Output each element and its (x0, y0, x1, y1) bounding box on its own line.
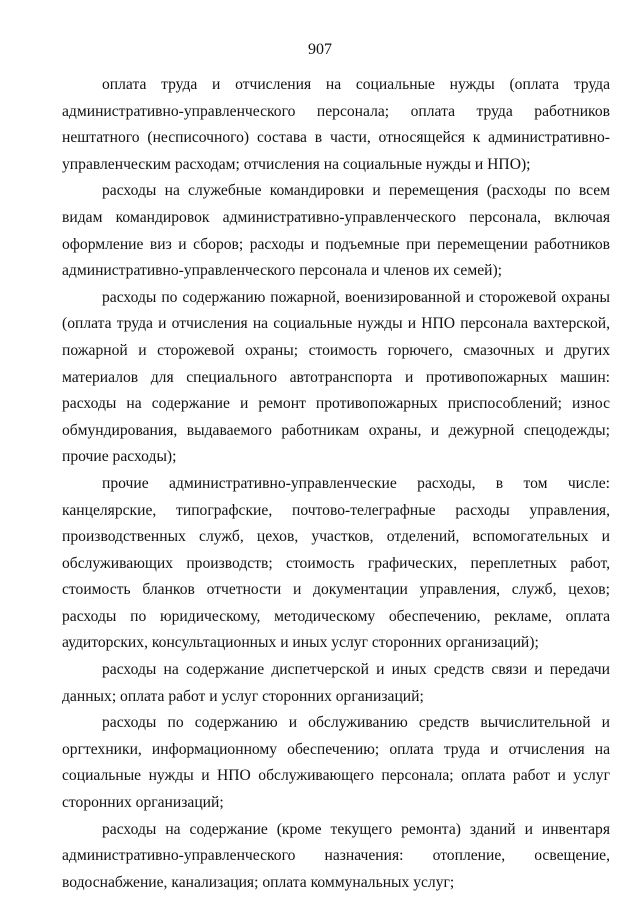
paragraph-security-and-fire-protection: расходы по содержанию пожарной, военизированной и сторожевой охраны (оплата труда и отчисления на социальные нужды и НПО персонала вахтерской, пожарной и сторожевой охраны; стоимость горючего, смазочных и других материалов для специального автотранспорта и противопожарных машин: расходы на содержание и ремонт противопожарных приспособлений; износ обмундирования, выдаваемого работникам охраны, и дежурной спецодежды; прочие расходы); (62, 288, 610, 466)
paragraph-computing-equipment-expenses: расходы по содержанию и обслуживанию средств вычислительной и оргтехники, информационному обеспечению; оплата труда и отчисления на социальные нужды и НПО обслуживающего персонала; оплата работ и услуг сторонних организаций; (62, 714, 610, 812)
document-body (62, 72, 610, 896)
paragraph-wage-and-social-contributions: оплата труда и отчисления на социальные нужды (оплата труда административно-управленческого персонала; оплата труда работников нештатного (несписочного) состава в части, относящейся к административно-управленческим расходам; отчисления на социальные нужды и НПО); (62, 76, 610, 173)
paragraph-business-travel-expenses: расходы на служебные командировки и перемещения (расходы по всем видам командировок административно-управленческого персонала, включая оформление виз и сборов; расходы и подъемные при перемещении работников административно-управленческого персонала и членов их семей); (62, 182, 610, 280)
paragraph-other-administrative-expenses: прочие административно-управленческие расходы, в том числе: канцелярские, типографские, почтово-телеграфные расходы управления, производственных служб, цехов, участков, отделений, вспомогательных и обслуживающих производств; стоимость графических, переплетных работ, стоимость бланков отчетности и документации управления, служб, цехов; расходы по юридическому, методическому обеспечению, рекламе, оплата аудиторских, консультационных и иных услуг сторонних организаций); (62, 474, 610, 652)
paragraph-communications-expenses: расходы на содержание диспетчерской и иных средств связи и передачи данных; оплата работ и услуг сторонних организаций; (62, 661, 610, 705)
page-number: 907 (308, 41, 332, 58)
paragraph-building-maintenance-expenses: расходы на содержание (кроме текущего ремонта) зданий и инвентаря административно-управленческого назначения: отопление, освещение, водоснабжение, канализация; оплата коммунальных услуг; (62, 820, 610, 891)
